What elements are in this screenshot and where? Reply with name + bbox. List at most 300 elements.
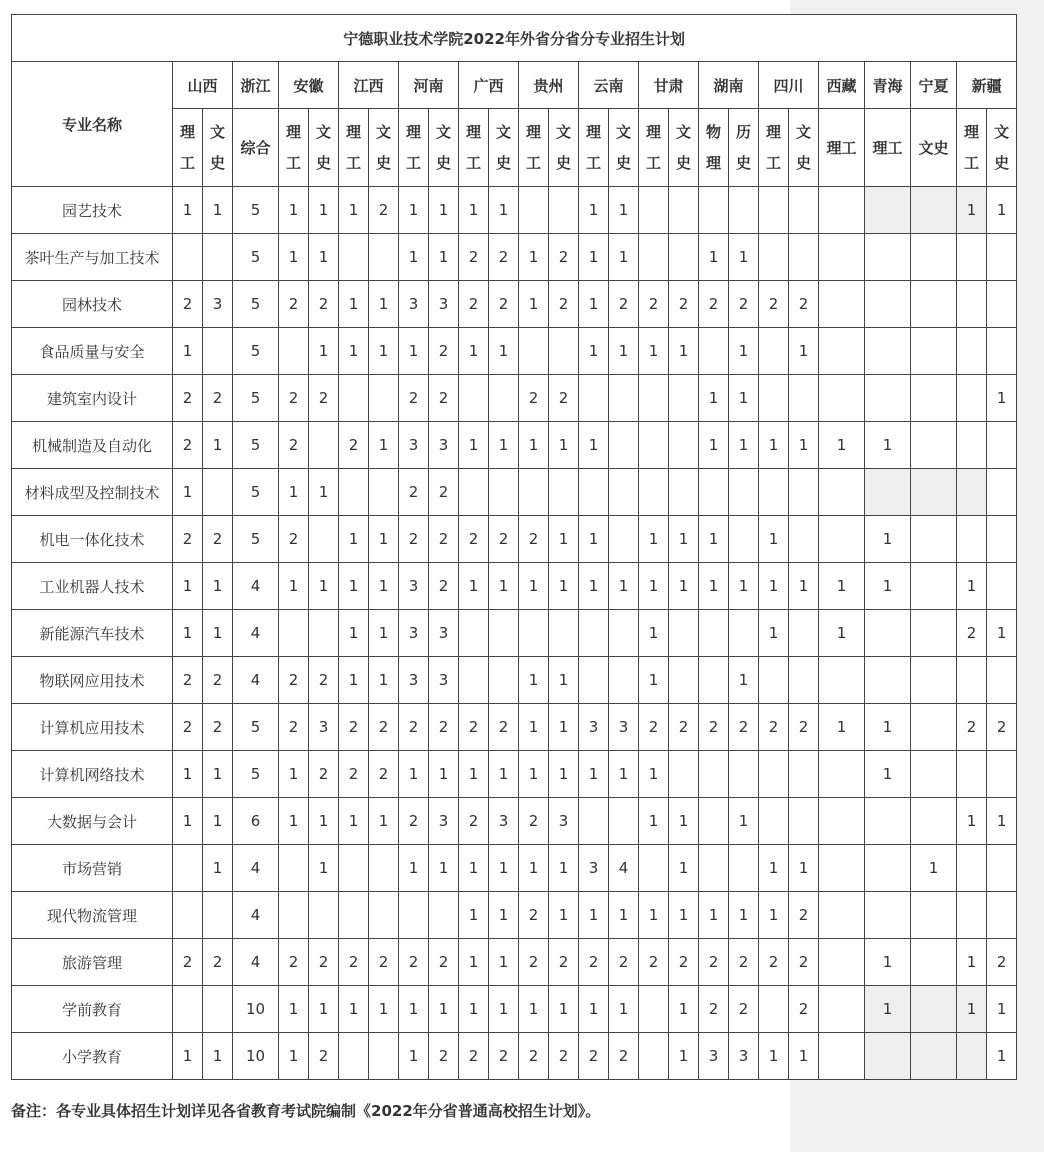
table-row <box>12 1033 1017 1080</box>
province-header: 青海 <box>865 62 911 109</box>
quota-cell: 2 <box>699 281 729 328</box>
subject-header: 理 工 <box>339 109 369 187</box>
quota-cell: 2 <box>279 375 309 422</box>
quota-cell <box>957 422 987 469</box>
quota-cell: 3 <box>399 422 429 469</box>
quota-cell: 1 <box>609 986 639 1033</box>
quota-cell: 1 <box>309 469 339 516</box>
quota-cell <box>669 469 699 516</box>
subject-header: 理 工 <box>173 109 203 187</box>
quota-cell: 2 <box>549 1033 579 1080</box>
quota-cell <box>279 892 309 939</box>
quota-cell <box>699 798 729 845</box>
quota-cell: 1 <box>549 422 579 469</box>
subject-header: 文 史 <box>987 109 1017 187</box>
quota-cell: 1 <box>339 798 369 845</box>
quota-cell <box>729 469 759 516</box>
quota-cell <box>609 422 639 469</box>
quota-cell: 1 <box>279 469 309 516</box>
quota-cell: 2 <box>639 281 669 328</box>
quota-cell: 2 <box>729 939 759 986</box>
quota-cell <box>789 469 819 516</box>
quota-cell: 5 <box>233 281 279 328</box>
quota-cell: 2 <box>399 939 429 986</box>
quota-cell: 1 <box>489 845 519 892</box>
quota-cell: 2 <box>339 751 369 798</box>
quota-cell: 2 <box>429 939 459 986</box>
quota-cell <box>339 1033 369 1080</box>
quota-cell: 2 <box>609 1033 639 1080</box>
quota-cell <box>203 986 233 1033</box>
quota-cell: 2 <box>279 704 309 751</box>
quota-cell: 1 <box>609 563 639 610</box>
quota-cell: 10 <box>233 986 279 1033</box>
quota-cell <box>489 375 519 422</box>
quota-cell <box>609 375 639 422</box>
quota-cell: 2 <box>173 516 203 563</box>
quota-cell: 5 <box>233 328 279 375</box>
quota-cell: 1 <box>669 328 699 375</box>
quota-cell: 1 <box>519 234 549 281</box>
province-header: 浙江 <box>233 62 279 109</box>
quota-cell <box>699 328 729 375</box>
quota-cell <box>699 845 729 892</box>
quota-cell: 2 <box>669 939 699 986</box>
quota-cell: 3 <box>729 1033 759 1080</box>
quota-cell: 5 <box>233 422 279 469</box>
quota-cell: 1 <box>489 986 519 1033</box>
quota-cell: 2 <box>459 1033 489 1080</box>
table-row <box>12 939 1017 986</box>
quota-cell: 2 <box>309 657 339 704</box>
quota-cell: 1 <box>279 234 309 281</box>
province-header: 河南 <box>399 62 459 109</box>
quota-cell: 2 <box>549 375 579 422</box>
quota-cell: 1 <box>459 563 489 610</box>
quota-cell: 1 <box>549 704 579 751</box>
quota-cell: 1 <box>729 422 759 469</box>
quota-cell <box>729 516 759 563</box>
quota-cell <box>639 469 669 516</box>
quota-cell <box>911 187 957 234</box>
quota-cell: 1 <box>609 751 639 798</box>
quota-cell: 2 <box>699 986 729 1033</box>
subject-header: 理工 <box>865 109 911 187</box>
quota-cell <box>759 657 789 704</box>
quota-cell <box>911 281 957 328</box>
table-row <box>12 375 1017 422</box>
quota-cell: 1 <box>429 845 459 892</box>
quota-cell <box>669 375 699 422</box>
quota-cell: 1 <box>369 281 399 328</box>
quota-cell: 2 <box>369 704 399 751</box>
quota-cell: 2 <box>669 704 699 751</box>
quota-cell: 1 <box>579 234 609 281</box>
quota-cell <box>911 516 957 563</box>
quota-cell: 1 <box>549 516 579 563</box>
quota-cell: 1 <box>609 328 639 375</box>
quota-cell <box>789 657 819 704</box>
quota-cell: 3 <box>429 657 459 704</box>
subject-header: 理 工 <box>399 109 429 187</box>
quota-cell: 1 <box>203 1033 233 1080</box>
quota-cell: 1 <box>203 845 233 892</box>
quota-cell: 1 <box>399 187 429 234</box>
table-row <box>12 704 1017 751</box>
quota-cell: 1 <box>579 422 609 469</box>
quota-cell <box>759 328 789 375</box>
quota-cell: 1 <box>339 328 369 375</box>
quota-cell <box>549 469 579 516</box>
quota-cell: 1 <box>309 234 339 281</box>
quota-cell: 1 <box>173 328 203 375</box>
quota-cell: 1 <box>957 563 987 610</box>
quota-cell: 2 <box>459 281 489 328</box>
quota-cell <box>957 892 987 939</box>
quota-cell <box>609 516 639 563</box>
quota-cell: 10 <box>233 1033 279 1080</box>
quota-cell: 1 <box>987 187 1017 234</box>
quota-cell: 2 <box>789 986 819 1033</box>
quota-cell: 1 <box>339 281 369 328</box>
quota-cell <box>865 469 911 516</box>
quota-cell: 2 <box>459 516 489 563</box>
major-name-cell: 旅游管理 <box>12 939 173 986</box>
quota-cell: 1 <box>173 469 203 516</box>
quota-cell <box>309 422 339 469</box>
quota-cell <box>309 610 339 657</box>
quota-cell: 2 <box>987 939 1017 986</box>
quota-cell <box>339 469 369 516</box>
quota-cell: 1 <box>911 845 957 892</box>
table-title: 宁德职业技术学院2022年外省分省分专业招生计划 <box>12 15 1017 62</box>
table-row <box>12 892 1017 939</box>
quota-cell: 1 <box>459 328 489 375</box>
subject-header: 理 工 <box>579 109 609 187</box>
quota-cell: 2 <box>489 1033 519 1080</box>
quota-cell: 1 <box>429 234 459 281</box>
quota-cell: 1 <box>699 516 729 563</box>
quota-cell: 1 <box>519 657 549 704</box>
quota-cell: 1 <box>865 986 911 1033</box>
quota-cell: 5 <box>233 704 279 751</box>
quota-cell <box>911 328 957 375</box>
subject-header: 文 史 <box>609 109 639 187</box>
quota-cell: 2 <box>519 375 549 422</box>
quota-cell <box>203 328 233 375</box>
title-row <box>12 15 1017 62</box>
quota-cell: 2 <box>519 892 549 939</box>
quota-cell: 3 <box>309 704 339 751</box>
quota-cell: 1 <box>759 892 789 939</box>
quota-cell <box>987 328 1017 375</box>
quota-cell: 2 <box>429 516 459 563</box>
quota-cell <box>819 516 865 563</box>
quota-cell <box>789 187 819 234</box>
quota-cell <box>759 986 789 1033</box>
major-name-cell: 食品质量与安全 <box>12 328 173 375</box>
quota-cell: 1 <box>789 1033 819 1080</box>
major-name-cell: 物联网应用技术 <box>12 657 173 704</box>
quota-cell: 2 <box>279 422 309 469</box>
quota-cell: 2 <box>429 469 459 516</box>
quota-cell: 4 <box>609 845 639 892</box>
quota-cell <box>819 234 865 281</box>
quota-cell <box>279 328 309 375</box>
quota-cell <box>669 751 699 798</box>
quota-cell: 1 <box>669 845 699 892</box>
quota-cell: 2 <box>279 657 309 704</box>
quota-cell: 2 <box>789 939 819 986</box>
quota-cell: 4 <box>233 610 279 657</box>
quota-cell: 2 <box>279 516 309 563</box>
quota-cell <box>579 657 609 704</box>
province-header: 宁夏 <box>911 62 957 109</box>
subject-header: 理 工 <box>639 109 669 187</box>
quota-cell: 1 <box>819 704 865 751</box>
quota-cell: 1 <box>729 798 759 845</box>
quota-cell <box>789 234 819 281</box>
quota-cell <box>309 892 339 939</box>
major-name-cell: 机械制造及自动化 <box>12 422 173 469</box>
quota-cell: 1 <box>609 892 639 939</box>
quota-cell: 1 <box>549 986 579 1033</box>
quota-cell: 2 <box>429 563 459 610</box>
subject-header: 理 工 <box>519 109 549 187</box>
subject-header: 文 史 <box>669 109 699 187</box>
quota-cell: 3 <box>399 563 429 610</box>
quota-cell <box>987 516 1017 563</box>
quota-cell: 1 <box>639 563 669 610</box>
quota-cell <box>639 234 669 281</box>
subject-header: 文史 <box>911 109 957 187</box>
quota-cell: 2 <box>309 939 339 986</box>
quota-cell: 1 <box>865 422 911 469</box>
major-name-cell: 园林技术 <box>12 281 173 328</box>
quota-cell <box>987 563 1017 610</box>
quota-cell <box>911 751 957 798</box>
quota-cell: 1 <box>987 610 1017 657</box>
quota-cell <box>489 657 519 704</box>
quota-cell <box>309 516 339 563</box>
quota-cell: 2 <box>789 704 819 751</box>
quota-cell <box>639 845 669 892</box>
quota-cell <box>987 234 1017 281</box>
quota-cell <box>173 845 203 892</box>
major-name-cell: 新能源汽车技术 <box>12 610 173 657</box>
quota-cell: 1 <box>759 845 789 892</box>
quota-cell: 3 <box>429 422 459 469</box>
quota-cell <box>459 375 489 422</box>
quota-cell <box>173 986 203 1033</box>
quota-cell: 5 <box>233 234 279 281</box>
quota-cell <box>699 469 729 516</box>
quota-cell: 1 <box>203 751 233 798</box>
quota-cell <box>729 610 759 657</box>
table-row <box>12 845 1017 892</box>
enrollment-plan-table-wrapper <box>11 14 1017 1080</box>
table-row <box>12 798 1017 845</box>
quota-cell: 1 <box>987 375 1017 422</box>
quota-cell: 2 <box>729 986 759 1033</box>
quota-cell: 1 <box>173 610 203 657</box>
quota-cell <box>865 375 911 422</box>
quota-cell: 1 <box>729 328 759 375</box>
quota-cell: 1 <box>639 892 669 939</box>
quota-cell <box>369 892 399 939</box>
quota-cell: 5 <box>233 751 279 798</box>
quota-cell <box>519 610 549 657</box>
quota-cell: 1 <box>369 328 399 375</box>
quota-cell: 1 <box>579 516 609 563</box>
quota-cell <box>669 234 699 281</box>
quota-cell: 1 <box>339 986 369 1033</box>
quota-cell <box>865 234 911 281</box>
quota-cell <box>519 187 549 234</box>
quota-cell <box>203 469 233 516</box>
subject-header: 文 史 <box>489 109 519 187</box>
subject-header: 文 史 <box>789 109 819 187</box>
quota-cell <box>489 610 519 657</box>
quota-cell: 1 <box>429 187 459 234</box>
quota-cell: 6 <box>233 798 279 845</box>
quota-cell: 1 <box>819 563 865 610</box>
enrollment-plan-table <box>11 14 1017 1080</box>
quota-cell <box>639 986 669 1033</box>
quota-cell: 1 <box>579 986 609 1033</box>
major-name-cell: 茶叶生产与加工技术 <box>12 234 173 281</box>
quota-cell <box>865 281 911 328</box>
subject-header: 理 工 <box>459 109 489 187</box>
quota-cell: 1 <box>399 1033 429 1080</box>
quota-cell <box>699 657 729 704</box>
quota-cell: 3 <box>579 704 609 751</box>
quota-cell: 2 <box>429 375 459 422</box>
major-name-cell: 计算机网络技术 <box>12 751 173 798</box>
quota-cell: 2 <box>309 281 339 328</box>
quota-cell: 2 <box>399 469 429 516</box>
quota-cell: 1 <box>759 516 789 563</box>
quota-cell: 3 <box>399 657 429 704</box>
quota-cell: 1 <box>669 516 699 563</box>
quota-cell: 2 <box>203 375 233 422</box>
quota-cell <box>203 892 233 939</box>
quota-cell: 1 <box>579 751 609 798</box>
quota-cell: 3 <box>549 798 579 845</box>
quota-cell <box>911 1033 957 1080</box>
quota-cell <box>759 798 789 845</box>
quota-cell: 1 <box>459 751 489 798</box>
quota-cell: 1 <box>789 422 819 469</box>
quota-cell: 1 <box>309 187 339 234</box>
subject-header: 文 史 <box>203 109 233 187</box>
quota-cell <box>987 845 1017 892</box>
quota-cell: 2 <box>369 187 399 234</box>
quota-cell: 1 <box>369 563 399 610</box>
quota-cell: 4 <box>233 657 279 704</box>
quota-cell: 2 <box>987 704 1017 751</box>
quota-cell: 5 <box>233 469 279 516</box>
quota-cell: 1 <box>519 845 549 892</box>
province-header: 西藏 <box>819 62 865 109</box>
quota-cell: 3 <box>579 845 609 892</box>
province-header: 贵州 <box>519 62 579 109</box>
quota-cell: 1 <box>309 845 339 892</box>
quota-cell <box>489 469 519 516</box>
quota-cell: 1 <box>729 892 759 939</box>
quota-cell <box>519 469 549 516</box>
quota-cell <box>173 234 203 281</box>
table-row <box>12 657 1017 704</box>
quota-cell: 1 <box>489 939 519 986</box>
quota-cell: 1 <box>609 187 639 234</box>
quota-cell: 1 <box>579 892 609 939</box>
quota-cell <box>865 1033 911 1080</box>
quota-cell: 2 <box>579 939 609 986</box>
quota-cell: 3 <box>429 610 459 657</box>
quota-cell <box>819 469 865 516</box>
province-header: 云南 <box>579 62 639 109</box>
quota-cell: 1 <box>489 328 519 375</box>
quota-cell: 4 <box>233 939 279 986</box>
quota-cell: 2 <box>729 281 759 328</box>
quota-cell <box>911 610 957 657</box>
quota-cell: 1 <box>489 563 519 610</box>
quota-cell: 2 <box>639 939 669 986</box>
quota-cell <box>911 563 957 610</box>
quota-cell <box>579 798 609 845</box>
quota-cell <box>549 187 579 234</box>
quota-cell: 2 <box>489 281 519 328</box>
subject-header: 文 史 <box>309 109 339 187</box>
quota-cell <box>369 845 399 892</box>
quota-cell <box>579 610 609 657</box>
quota-cell <box>639 375 669 422</box>
quota-cell: 3 <box>609 704 639 751</box>
quota-cell: 1 <box>459 939 489 986</box>
quota-cell: 1 <box>669 798 699 845</box>
quota-cell: 1 <box>309 986 339 1033</box>
quota-cell: 1 <box>459 845 489 892</box>
quota-cell <box>549 328 579 375</box>
quota-cell <box>957 328 987 375</box>
quota-cell: 2 <box>203 939 233 986</box>
quota-cell: 2 <box>789 892 819 939</box>
quota-cell <box>699 610 729 657</box>
quota-cell: 1 <box>279 563 309 610</box>
quota-cell: 2 <box>173 939 203 986</box>
quota-cell <box>957 751 987 798</box>
quota-cell <box>173 892 203 939</box>
quota-cell <box>957 469 987 516</box>
quota-cell <box>579 375 609 422</box>
quota-cell: 2 <box>579 1033 609 1080</box>
quota-cell: 2 <box>459 798 489 845</box>
quota-cell: 1 <box>669 1033 699 1080</box>
quota-cell: 2 <box>489 704 519 751</box>
quota-cell <box>865 657 911 704</box>
quota-cell <box>203 234 233 281</box>
quota-cell <box>609 469 639 516</box>
quota-cell: 2 <box>339 939 369 986</box>
province-header: 江西 <box>339 62 399 109</box>
quota-cell: 1 <box>203 610 233 657</box>
major-name-cell: 大数据与会计 <box>12 798 173 845</box>
province-header: 安徽 <box>279 62 339 109</box>
quota-cell: 1 <box>729 234 759 281</box>
quota-cell: 2 <box>459 704 489 751</box>
quota-cell: 1 <box>459 422 489 469</box>
